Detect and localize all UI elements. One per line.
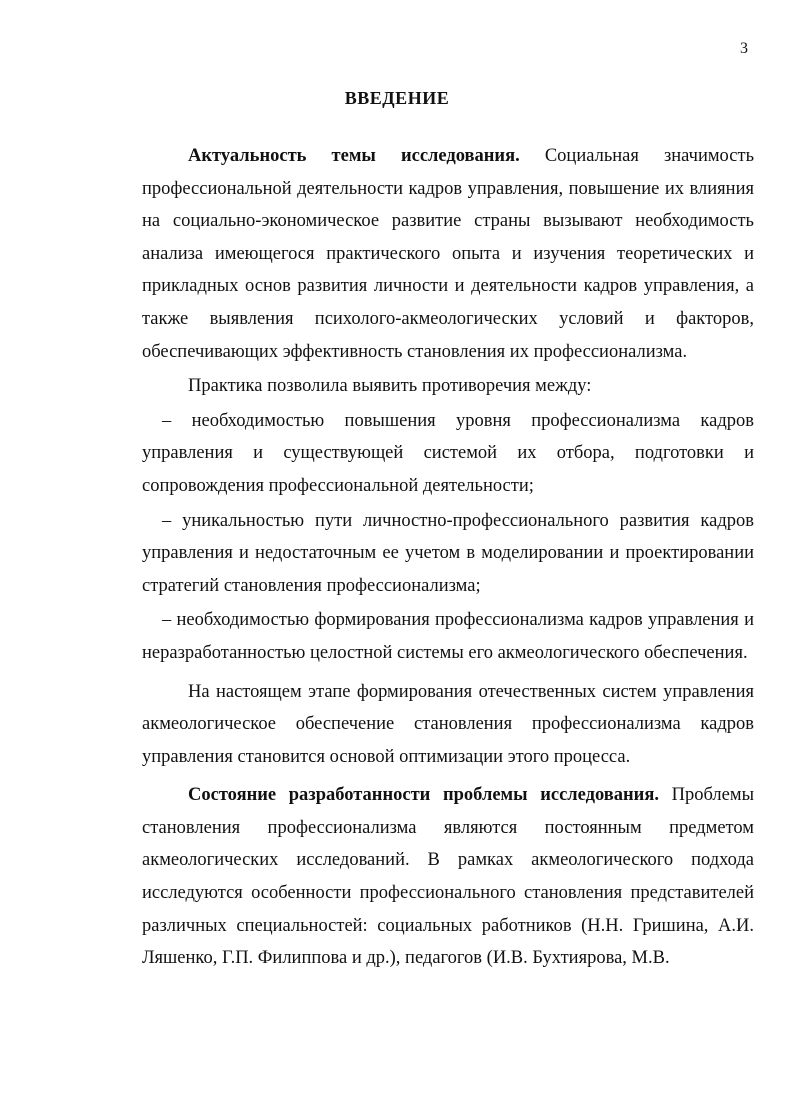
state-lead: Состояние разработанности проблемы исследования. [188,785,659,806]
page-number: 3 [740,40,748,57]
contradiction-item: – необходимостью повышения уровня профессионализма кадров управления и существующей системой их отбора, подготовки и сопровождения профессиональной деятельности; [142,410,754,496]
contradictions-intro: Практика позволила выявить противоречия между: [188,376,592,397]
document-body [142,140,754,975]
state-text: Проблемы становления профессионализма являются постоянным предметом акмеологических исследований. В рамках акмеологического подхода исследуются особенности профессионального становления представителей различных специальностей: социальных работников (Н.Н. Гришина, А.И. Ляшенко, Г.П. Филиппова и др.), педагогов (И.В. Бухтиярова, М.В. [142,785,754,969]
relevance-lead: Актуальность темы исследования. [188,146,520,166]
section-heading: ВВЕДЕНИЕ [344,88,450,108]
state-paragraph [142,779,754,975]
relevance-text: Социальная значимость профессиональной деятельности кадров управления, повышение их влияния на социально-экономическое развитие страны вызывают необходимость анализа имеющегося практического опыта и изучения теоретических и прикладных основ развития личности и деятельности кадров управления, а также выявления психолого-акмеологических условий и факторов, обеспечивающих эффективность становления их профессионализма. [142,146,755,362]
relevance-paragraph [142,140,754,368]
current-stage-paragraph: На настоящем этапе формирования отечественных систем управления акмеологическое обеспечение становления профессионализма кадров управления становится основой оптимизации этого процесса. [142,681,754,767]
contradiction-item: – уникальностью пути личностно-профессионального развития кадров управления и недостаточным ее учетом в моделировании и проектировании стратегий становления профессионализма; [142,510,754,596]
contradiction-item: – необходимостью формирования профессионализма кадров управления и неразработанностью целостной системы его акмеологического обеспечения. [142,610,754,663]
